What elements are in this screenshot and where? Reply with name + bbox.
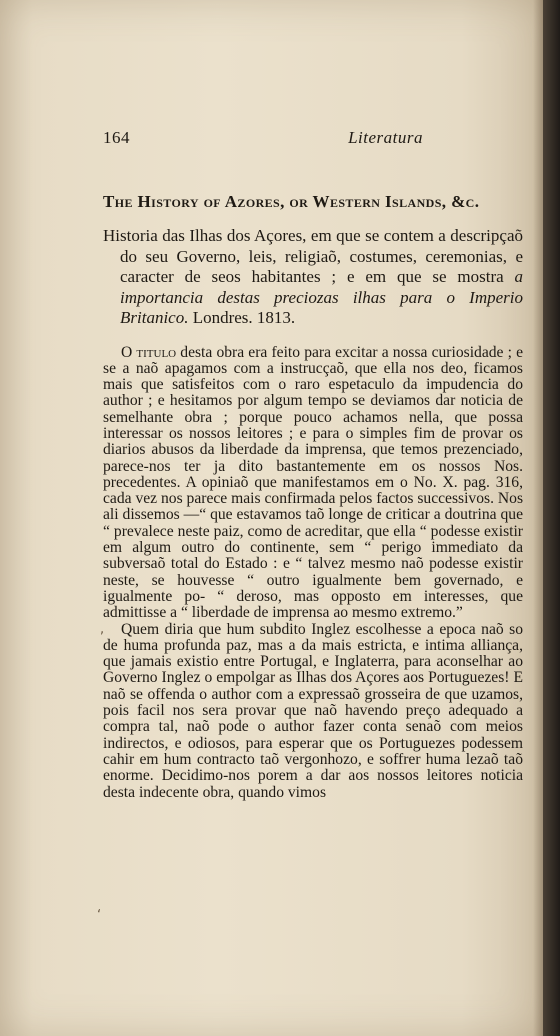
margin-mark: , — [100, 622, 105, 637]
book-gutter — [543, 0, 560, 1036]
margin-mark: ‘ — [97, 908, 102, 923]
section-title: Literatura — [348, 128, 423, 147]
paragraph-2-text: Quem diria que hum subdito Inglez escolhesse a epoca naõ so de huma profunda paz, mas a da mais estricta, e intima alliança, que jamais existio entre Portugal, e Inglaterra, para aconselhar ao Governo Inglez o empolgar as Ilhas dos Açores aos Portuguezes! E naõ se offenda o author com a expressaõ grosseira de que uzamos, pois facil nos sera provar que naõ havendo preço adequado a compra tal, naõ pode o author fazer conta senaõ com meios indirectos, e odiosos, para esperar que os Portuguezes podessem cahir em hum contracto taõ vergonhozo, e soffrer huma lezaõ taõ enorme. Decidimo-nos porem a dar aos nossos leitores noticia desta indecente obra, quando vimos — [103, 620, 523, 801]
citation-text: Historia das Ilhas dos Açores, em que se contem a descripçaõ do seu Governo, leis, religiaõ, costumes, ceremonias, e caracter de seos habitantes ; e em que se mostra — [103, 226, 523, 286]
text-block — [103, 128, 523, 801]
running-head — [103, 128, 523, 148]
page-number: 164 — [103, 128, 130, 147]
book-citation — [103, 226, 523, 329]
paragraph-1-text: desta obra era feito para excitar a nossa curiosidade ; e se a naõ apagamos com a instrucçaõ, que ella nos deo, ficamos mais que satisfeitos com o raro espetaculo da impudencia do author ; e hesitamos por algum tempo se deviamos dar noticia de semelhante obra ; porque pouco achamos nella, que possa interessar os nossos leitores ; e para o simples fim de provar os diarios abusos da liberdade da imprensa, que temos prezenciado, parece-nos ter ja dito bastantemente em os nossos Nos. precedentes. A opiniaõ que manifestamos em o No. X. pag. 316, cada vez nos parece mais confirmada pelos factos successivos. Nos ali dissemos —“ que estavamos taõ longe de criticar a doutrina que “ prevalece neste paiz, como de acreditar, que ella “ podesse existir em algum outro do continente, sem “ perigo immediato da subversaõ total do Estado : e “ talvez mesmo naõ podesse existir neste, se houvesse “ outro igualmente bem governado, e igualmente po- “ deroso, mas opposto em interesses, que admittisse a “ liberdade de imprensa ao mesmo extremo.” — [103, 343, 524, 622]
paragraph-2 — [103, 622, 523, 801]
paragraph-1 — [103, 345, 523, 622]
paragraph-1-lead: O titulo — [121, 343, 177, 361]
citation-italic-text: a importancia destas preciozas ilhas para o Imperio Britanico. — [120, 267, 523, 327]
article-title: The History of Azores, or Western Islands, &c. — [103, 192, 480, 211]
citation-place-date: Londres. 1813. — [188, 308, 296, 327]
